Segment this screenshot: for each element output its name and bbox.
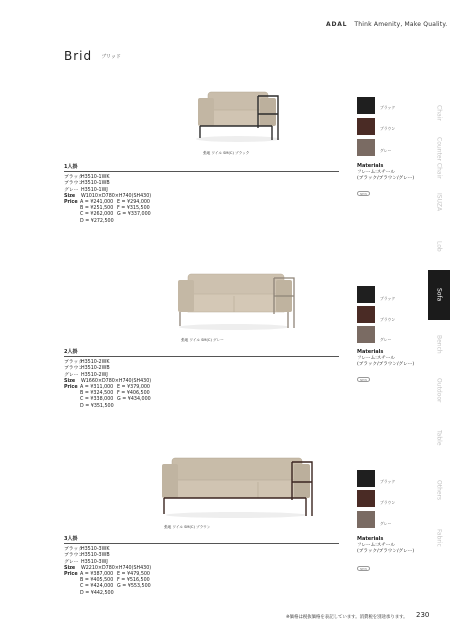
swatch-label: ブラック <box>380 479 396 484</box>
price-row: D = ¥272,500 <box>80 218 114 224</box>
materials-text: フレーム:スチール <box>357 169 395 175</box>
size-row: Size W1660×D780×H740(SH430) <box>64 378 152 384</box>
price-row: C = ¥262,000 G = ¥337,000 <box>80 212 151 218</box>
swatch-brown <box>357 306 375 323</box>
materials-block <box>357 350 414 367</box>
materials-block <box>357 164 414 181</box>
materials-heading: Materials <box>357 349 384 355</box>
new-badge: NEW <box>357 191 370 196</box>
swatch-black <box>357 97 375 114</box>
swatch-label: グレー <box>380 521 392 526</box>
swatch-label: グレー <box>380 337 392 342</box>
materials-colors: (ブラック/ブラウン/グレー) <box>357 548 415 554</box>
spec-heading: 1人掛 <box>64 164 339 172</box>
sidenav-tab-chair[interactable] <box>428 88 450 138</box>
page-title <box>64 45 121 64</box>
sidenav-label: Others <box>435 479 443 501</box>
swatch-grey <box>357 139 375 156</box>
brand-header <box>326 21 447 28</box>
sidenav-label: Chair <box>435 105 443 121</box>
swatch-label: ブラウン <box>380 317 396 322</box>
swatch-brown <box>357 118 375 135</box>
materials-text: フレーム:スチール <box>357 355 395 361</box>
swatch-label: グレー <box>380 148 392 153</box>
price-row: Price A = ¥241,000 E = ¥294,000 <box>64 200 150 206</box>
code-row: ブラック H3510-2WK <box>64 360 110 366</box>
spec-block-2-seater <box>64 349 164 410</box>
product-photo-1-seater <box>188 84 288 144</box>
photo-caption: 張地 ワイル SM(C) ブラウン <box>164 525 211 529</box>
product-photo-3-seater <box>158 452 314 520</box>
sidenav-tab-bench[interactable] <box>428 324 450 364</box>
price-row: B = ¥324,500 F = ¥406,500 <box>80 391 150 397</box>
swatch-black <box>357 470 375 487</box>
swatch-grey <box>357 511 375 528</box>
spec-heading: 2人掛 <box>64 349 339 357</box>
price-footnote: ※価格は税抜価格を表記しています。消費税を別途承ります。 <box>286 615 408 620</box>
sidenav-tab-sofa[interactable] <box>428 270 450 320</box>
swatch-label: ブラウン <box>380 500 396 505</box>
sidenav-label: Outdoor <box>435 377 443 403</box>
materials-heading: Materials <box>357 163 384 169</box>
title-jp: ブリッド <box>101 54 121 60</box>
spec-heading: 3人掛 <box>64 536 339 544</box>
price-row: D = ¥351,500 <box>80 403 114 409</box>
new-badge: NEW <box>357 566 370 571</box>
size-row: Size W1010×D780×H740(SH430) <box>64 193 152 199</box>
swatch-label: ブラウン <box>380 126 396 131</box>
swatch-label: ブラック <box>380 296 396 301</box>
new-badge: NEW <box>357 377 370 382</box>
sidenav-label: ISUZA <box>435 192 443 212</box>
price-row: Price A = ¥387,000 E = ¥479,500 <box>64 572 150 578</box>
product-photo-2-seater <box>172 268 297 332</box>
code-row: グレー H3510-3WJ <box>64 559 108 565</box>
price-row: C = ¥424,000 G = ¥553,500 <box>80 584 151 590</box>
sidenav-tab-fabric[interactable] <box>428 518 450 558</box>
materials-colors: (ブラック/ブラウン/グレー) <box>357 361 415 367</box>
swatch-label: ブラック <box>380 105 396 110</box>
sidenav-tab-lob[interactable] <box>428 226 450 266</box>
sidenav-tab-others[interactable] <box>428 470 450 510</box>
price-row: D = ¥442,500 <box>80 590 114 596</box>
code-row: ブラウン H3510-3WB <box>64 553 110 559</box>
spec-block-1-seater <box>64 164 164 225</box>
code-row: ブラウン H3510-1WB <box>64 181 110 187</box>
code-row: グレー H3510-2WJ <box>64 372 108 378</box>
title-en: Brid <box>64 49 93 63</box>
swatch-brown <box>357 490 375 507</box>
code-row: グレー H3510-1WJ <box>64 187 108 193</box>
price-row: B = ¥405,500 F = ¥516,500 <box>80 578 150 584</box>
materials-block <box>357 537 414 554</box>
sidenav-tab-isuza[interactable] <box>428 182 450 222</box>
materials-text: フレーム:スチール <box>357 542 395 548</box>
swatch-black <box>357 286 375 303</box>
sidenav-label: Bench <box>435 334 443 354</box>
sidenav-tab-counter-chair[interactable] <box>428 138 450 178</box>
code-row: ブラウン H3510-2WB <box>64 366 110 372</box>
sidenav-label: Lob <box>435 240 443 252</box>
price-row: C = ¥338,000 G = ¥434,000 <box>80 397 151 403</box>
spec-block-3-seater <box>64 536 164 597</box>
size-row: Size W2210×D780×H740(SH430) <box>64 565 152 571</box>
sidenav-tab-outdoor[interactable] <box>428 368 450 412</box>
brand-name: ADAL <box>326 21 348 28</box>
sidenav-tab-table[interactable] <box>428 418 450 458</box>
code-row: ブラック H3510-1WK <box>64 175 110 181</box>
swatch-grey <box>357 326 375 343</box>
photo-caption: 張地 ワイル SM(C) グレー <box>181 338 224 342</box>
sidenav-label: Counter Chair <box>435 137 443 179</box>
photo-caption: 張地 ワイル SM(C) ブラック <box>203 151 250 155</box>
materials-colors: (ブラック/ブラウン/グレー) <box>357 175 415 181</box>
sidenav-label: Sofa <box>435 288 443 302</box>
page-number: 230 <box>416 611 430 619</box>
price-row: Price A = ¥311,000 E = ¥379,000 <box>64 385 150 391</box>
sidenav-label: Fabric <box>435 529 443 547</box>
code-row: ブラック H3510-3WK <box>64 547 110 553</box>
brand-tagline: Think Amenity, Make Quality. <box>354 21 448 28</box>
price-row: B = ¥251,500 F = ¥315,500 <box>80 206 150 212</box>
materials-heading: Materials <box>357 536 384 542</box>
sidenav-label: Table <box>435 430 443 446</box>
